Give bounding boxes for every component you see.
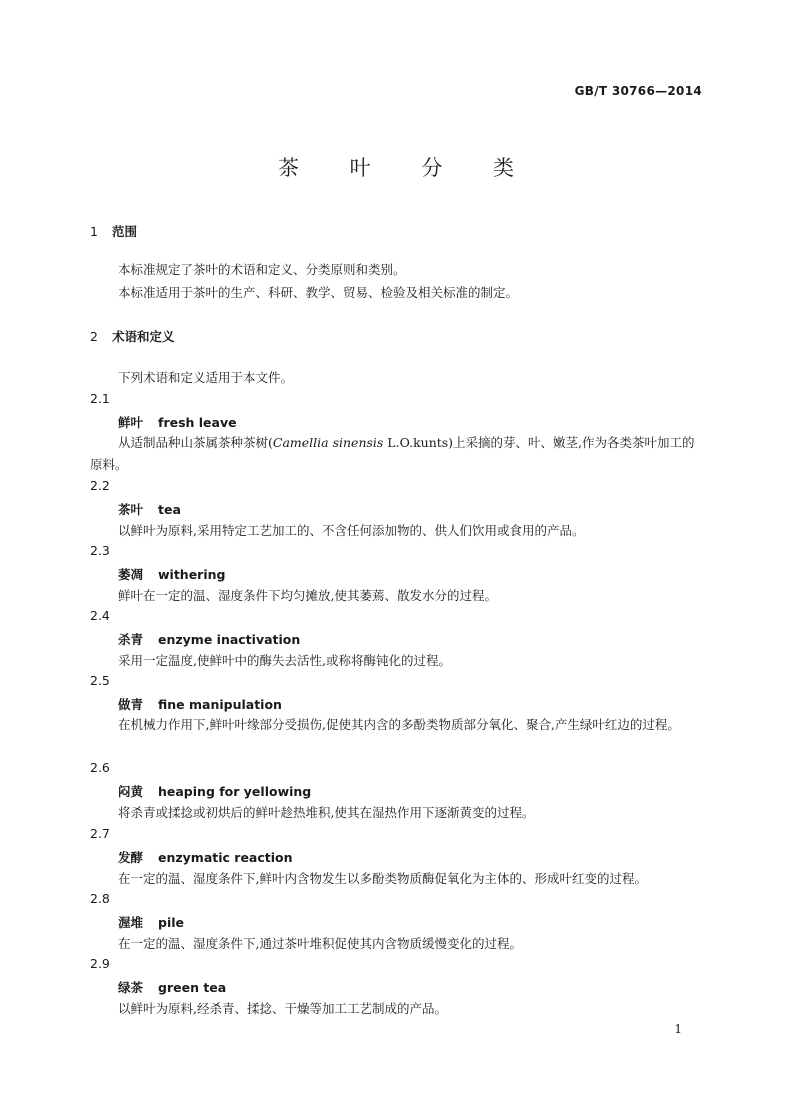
term-entry [118, 413, 237, 431]
term-chinese: 杀青 [118, 632, 144, 647]
term-definition: 以鲜叶为原料,采用特定工艺加工的、不含任何添加物的、供人们饮用或食用的产品。 [118, 523, 585, 538]
clause-number: 2.5 [90, 673, 110, 688]
term-entry [118, 695, 282, 713]
term-english: enzyme inactivation [158, 632, 301, 647]
term-chinese: 闷黄 [118, 784, 144, 799]
term-definition: 在一定的温、湿度条件下,通过茶叶堆积促使其内含物质缓慢变化的过程。 [118, 936, 522, 951]
clause-number: 2.1 [90, 391, 110, 406]
section-heading [90, 327, 175, 345]
term-english: green tea [158, 980, 227, 995]
term-english: enzymatic reaction [158, 850, 293, 865]
term-english: withering [158, 567, 226, 582]
term-chinese: 渥堆 [118, 915, 144, 930]
term-chinese: 做青 [118, 697, 144, 712]
section-number: 2 [90, 329, 98, 344]
definition-text: 从适制品种山茶属茶种茶树( [118, 435, 273, 450]
clause-number: 2.3 [90, 543, 110, 558]
term-entry [118, 913, 184, 931]
paragraph: 本标准适用于茶叶的生产、科研、教学、贸易、检验及相关标准的制定。 [118, 285, 519, 300]
term-chinese: 茶叶 [118, 502, 144, 517]
standard-number: GB/T 30766—2014 [574, 84, 702, 98]
section-heading [90, 222, 137, 240]
clause-number: 2.4 [90, 608, 110, 623]
term-entry [118, 500, 181, 518]
term-chinese: 发酵 [118, 850, 144, 865]
term-english: fine manipulation [158, 697, 282, 712]
term-chinese: 萎凋 [118, 567, 144, 582]
term-entry [118, 630, 300, 648]
term-definition [90, 432, 704, 476]
term-english: heaping for yellowing [158, 784, 312, 799]
term-entry [118, 565, 225, 583]
term-entry [118, 848, 293, 866]
term-definition: 将杀青或揉捻或初烘后的鲜叶趁热堆积,使其在湿热作用下逐渐黄变的过程。 [118, 805, 535, 820]
term-definition: 在机械力作用下,鲜叶叶缘部分受损伤,促使其内含的多酚类物质部分氧化、聚合,产生绿叶红边的过程。 [118, 717, 680, 732]
term-english: tea [158, 502, 181, 517]
term-definition: 采用一定温度,使鲜叶中的酶失去活性,或称将酶钝化的过程。 [118, 653, 451, 668]
section-number: 1 [90, 224, 98, 239]
page-number: 1 [674, 1022, 682, 1036]
clause-number: 2.6 [90, 760, 110, 775]
term-english: pile [158, 915, 184, 930]
term-entry [118, 978, 226, 996]
term-definition: 在一定的温、湿度条件下,鲜叶内含物发生以多酚类物质酶促氧化为主体的、形成叶红变的过程。 [118, 871, 647, 886]
term-definition: 以鲜叶为原料,经杀青、揉捻、干燥等加工工艺制成的产品。 [118, 1001, 447, 1016]
paragraph: 下列术语和定义适用于本文件。 [118, 370, 294, 385]
term-chinese: 鲜叶 [118, 415, 144, 430]
section-title: 术语和定义 [112, 329, 175, 344]
clause-number: 2.9 [90, 956, 110, 971]
term-entry [118, 782, 311, 800]
scientific-name: Camellia sinensis [272, 435, 384, 450]
definition-text: L.O.kunts)上采摘的芽、叶、嫩茎,作为各类茶叶加工的原料。 [90, 435, 695, 472]
page-title: 茶 叶 分 类 [277, 156, 537, 180]
clause-number: 2.7 [90, 826, 110, 841]
paragraph: 本标准规定了茶叶的术语和定义、分类原则和类别。 [118, 262, 406, 277]
clause-number: 2.8 [90, 891, 110, 906]
term-chinese: 绿茶 [118, 980, 144, 995]
term-english: fresh leave [158, 415, 237, 430]
clause-number: 2.2 [90, 478, 110, 493]
term-definition: 鲜叶在一定的温、湿度条件下均匀摊放,使其萎蔫、散发水分的过程。 [118, 588, 497, 603]
section-title: 范围 [112, 224, 138, 239]
